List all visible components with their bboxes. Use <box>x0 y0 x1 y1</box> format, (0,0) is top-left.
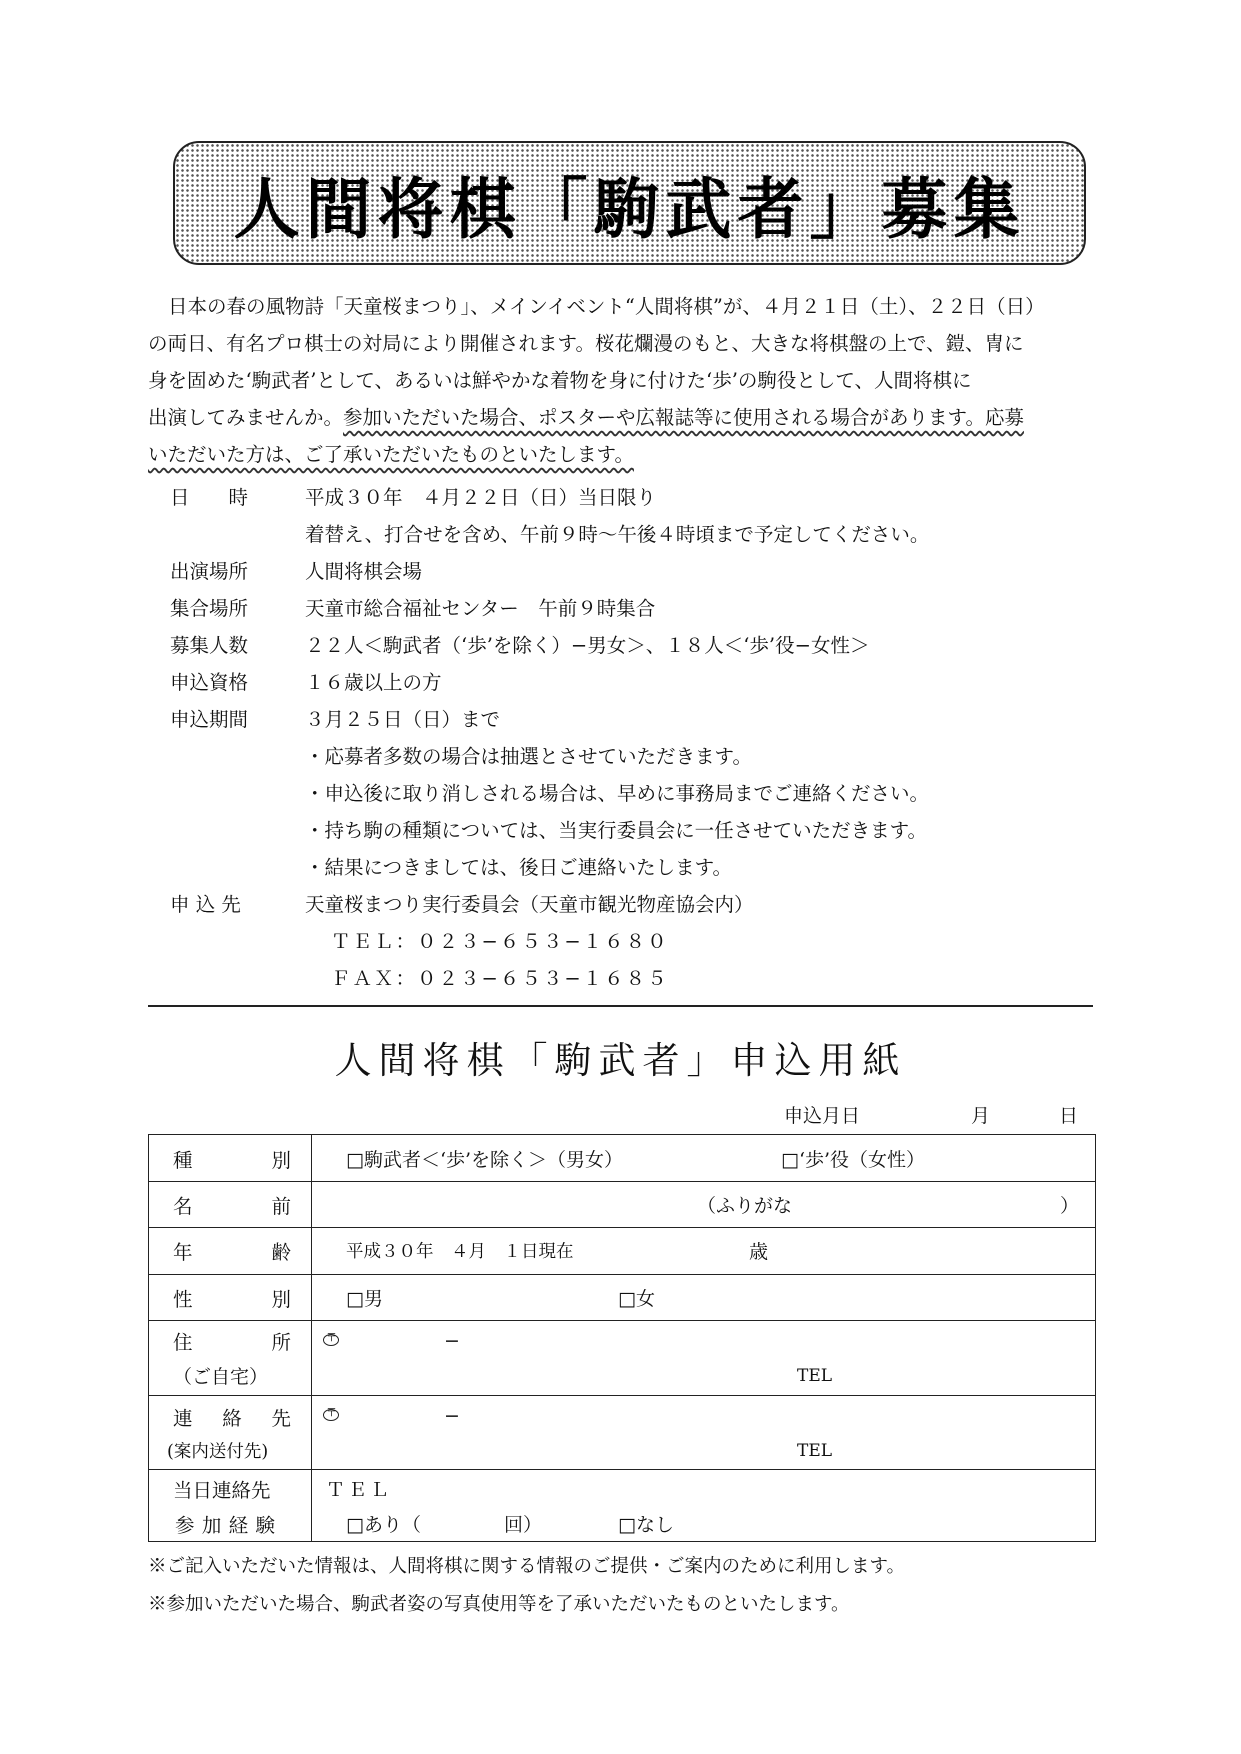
contact-label <box>173 1403 291 1431</box>
furigana-field[interactable]: （ふりがな <box>697 1195 793 1217</box>
contact-tel-label: TEL <box>797 1441 833 1461</box>
experience-label <box>175 1510 275 1538</box>
bullet-item: ・持ち駒の種類については、当実行委員会に一任させていただきます。 <box>305 819 928 842</box>
address-tel-label: TEL <box>797 1366 833 1386</box>
bullet-item: ・応募者多数の場合は抽選とさせていただきます。 <box>305 745 752 768</box>
intro-line <box>148 399 1098 436</box>
detail-value: 人間将棋会場 <box>305 560 423 583</box>
row-divider <box>149 1181 1095 1182</box>
name-label <box>173 1191 291 1219</box>
label-char: 齢 <box>271 1241 291 1264</box>
detail-value: 天童桜まつり実行委員会（天童市観光物産協会内） <box>305 893 754 916</box>
footnote: ※参加いただいた場合、駒武者姿の写真使用等を了承いただいたものといたします。 <box>148 1594 850 1615</box>
sex-female-checkbox[interactable]: □女 <box>618 1288 655 1310</box>
row-divider <box>149 1320 1095 1321</box>
label-char: 前 <box>271 1195 291 1218</box>
intro-line: の両日、有名プロ棋士の対局により開催されます。桜花爛漫のもと、大きな将棋盤の上で、鎧、冑に <box>148 332 1024 355</box>
row-divider <box>149 1274 1095 1275</box>
detail-value: ２２人＜駒武者（‘歩’を除く）−男女＞、１８人＜‘歩’役−女性＞ <box>305 634 870 657</box>
address-postal[interactable] <box>322 1330 460 1352</box>
page-title: 人間将棋「駒武者」募集 <box>233 170 1026 248</box>
experience-no-checkbox[interactable]: □なし <box>618 1514 674 1536</box>
age-label <box>173 1237 291 1265</box>
experience-times[interactable]: 回） <box>504 1514 543 1536</box>
detail-label: 日 時 <box>170 486 249 509</box>
fax-number: ＦＡＸ：０２３−６５３−１６８５ <box>331 967 669 990</box>
type-label <box>173 1145 291 1173</box>
detail-value: 着替え、打合せを含め、午前９時〜午後４時頃まで予定してください。 <box>305 523 930 546</box>
label-char: 験 <box>255 1514 275 1537</box>
title-banner <box>173 141 1086 265</box>
address-sublabel: （ご自宅） <box>173 1366 269 1388</box>
postal-dash: − <box>444 1405 460 1427</box>
contact-postal[interactable] <box>322 1405 460 1427</box>
detail-value: 平成３０年 ４月２２日（日）当日限り <box>305 486 657 509</box>
sameday-contact-label: 当日連絡先 <box>173 1479 271 1502</box>
label-char: 性 <box>173 1288 193 1311</box>
sex-label <box>173 1284 291 1312</box>
row-divider <box>149 1469 1095 1470</box>
intro-line: 身を固めた‘駒武者’として、あるいは鮮やかな着物を身に付けた‘歩’の駒役として、人間将棋に <box>148 369 972 392</box>
form-title: 人間将棋「駒武者」申込用紙 <box>334 1039 907 1082</box>
label-char: 年 <box>173 1241 193 1264</box>
sex-male-checkbox[interactable]: □男 <box>346 1288 383 1310</box>
section-divider <box>148 1005 1093 1007</box>
type-option-fu[interactable]: □‘歩’役（女性） <box>781 1149 926 1171</box>
label-char: 経 <box>228 1514 249 1537</box>
label-char: 絡 <box>222 1407 242 1430</box>
postal-dash: − <box>444 1330 460 1352</box>
contact-sublabel: (案内送付先) <box>167 1442 269 1462</box>
label-char: 住 <box>173 1331 193 1354</box>
detail-label: 申込資格 <box>170 671 249 694</box>
bullet-item: ・申込後に取り消しされる場合は、早めに事務局までご連絡ください。 <box>305 782 930 805</box>
postal-mark-icon <box>322 1408 342 1422</box>
detail-value: 天童市総合福祉センター 午前９時集合 <box>305 597 656 620</box>
footnotes <box>148 1548 905 1624</box>
postal-mark-icon <box>322 1333 342 1347</box>
address-label <box>173 1327 291 1355</box>
row-divider <box>149 1227 1095 1228</box>
label-char: 別 <box>271 1149 291 1172</box>
month-label: 月 <box>971 1105 991 1127</box>
label-char: 参 <box>175 1514 195 1537</box>
bullet-item: ・結果につきましては、後日ご連絡いたします。 <box>305 856 733 879</box>
furigana-close: ） <box>1060 1195 1080 1217</box>
usage-notice: いただいた方は、ご了承いただいたものといたします。 <box>148 443 634 466</box>
detail-label: 募集人数 <box>170 634 249 657</box>
detail-label: 出演場所 <box>170 560 249 583</box>
label-char: 別 <box>271 1288 291 1311</box>
intro-line-text: 出演してみませんか。 <box>148 406 344 429</box>
column-divider <box>311 1135 312 1541</box>
label-char: 加 <box>201 1514 222 1537</box>
intro-line <box>148 436 1098 473</box>
detail-label: 申込期間 <box>170 708 249 731</box>
row-divider <box>149 1395 1095 1396</box>
intro-line: 日本の春の風物詩「天童桜まつり」、メインイベント“人間将棋”が、４月２１日（土）、２２日（日） <box>168 295 1045 318</box>
label-char: 連 <box>173 1407 193 1430</box>
application-date <box>784 1101 1084 1127</box>
label-char: 種 <box>173 1149 193 1172</box>
usage-notice: 参加いただいた場合、ポスターや広報誌等に使用される場合があります。応募 <box>343 406 1024 429</box>
age-unit: 歳 <box>749 1241 769 1263</box>
label-char: 先 <box>271 1407 291 1430</box>
detail-label: 集合場所 <box>170 597 249 620</box>
day-label: 日 <box>1059 1105 1079 1127</box>
application-date-label: 申込月日 <box>784 1105 861 1127</box>
detail-value: １６歳以上の方 <box>305 671 442 694</box>
detail-label: 申 込 先 <box>170 893 241 916</box>
age-basis: 平成３０年 ４月 １日現在 <box>346 1242 574 1262</box>
experience-yes-checkbox[interactable]: □あり（ <box>346 1514 421 1536</box>
intro-paragraph <box>148 288 1098 473</box>
application-form <box>148 1134 1096 1542</box>
detail-value: ３月２５日（日）まで <box>305 708 501 731</box>
footnote: ※ご記入いただいた情報は、人間将棋に関する情報のご提供・ご案内のために利用します。 <box>148 1556 906 1577</box>
label-char: 所 <box>271 1331 291 1354</box>
label-char: 名 <box>173 1195 193 1218</box>
tel-number: ＴＥＬ：０２３−６５３−１６８０ <box>331 930 669 953</box>
type-option-komusha[interactable]: □駒武者＜‘歩’を除く＞（男女） <box>346 1149 624 1171</box>
sameday-tel-field[interactable]: ＴＥＬ <box>326 1479 393 1501</box>
